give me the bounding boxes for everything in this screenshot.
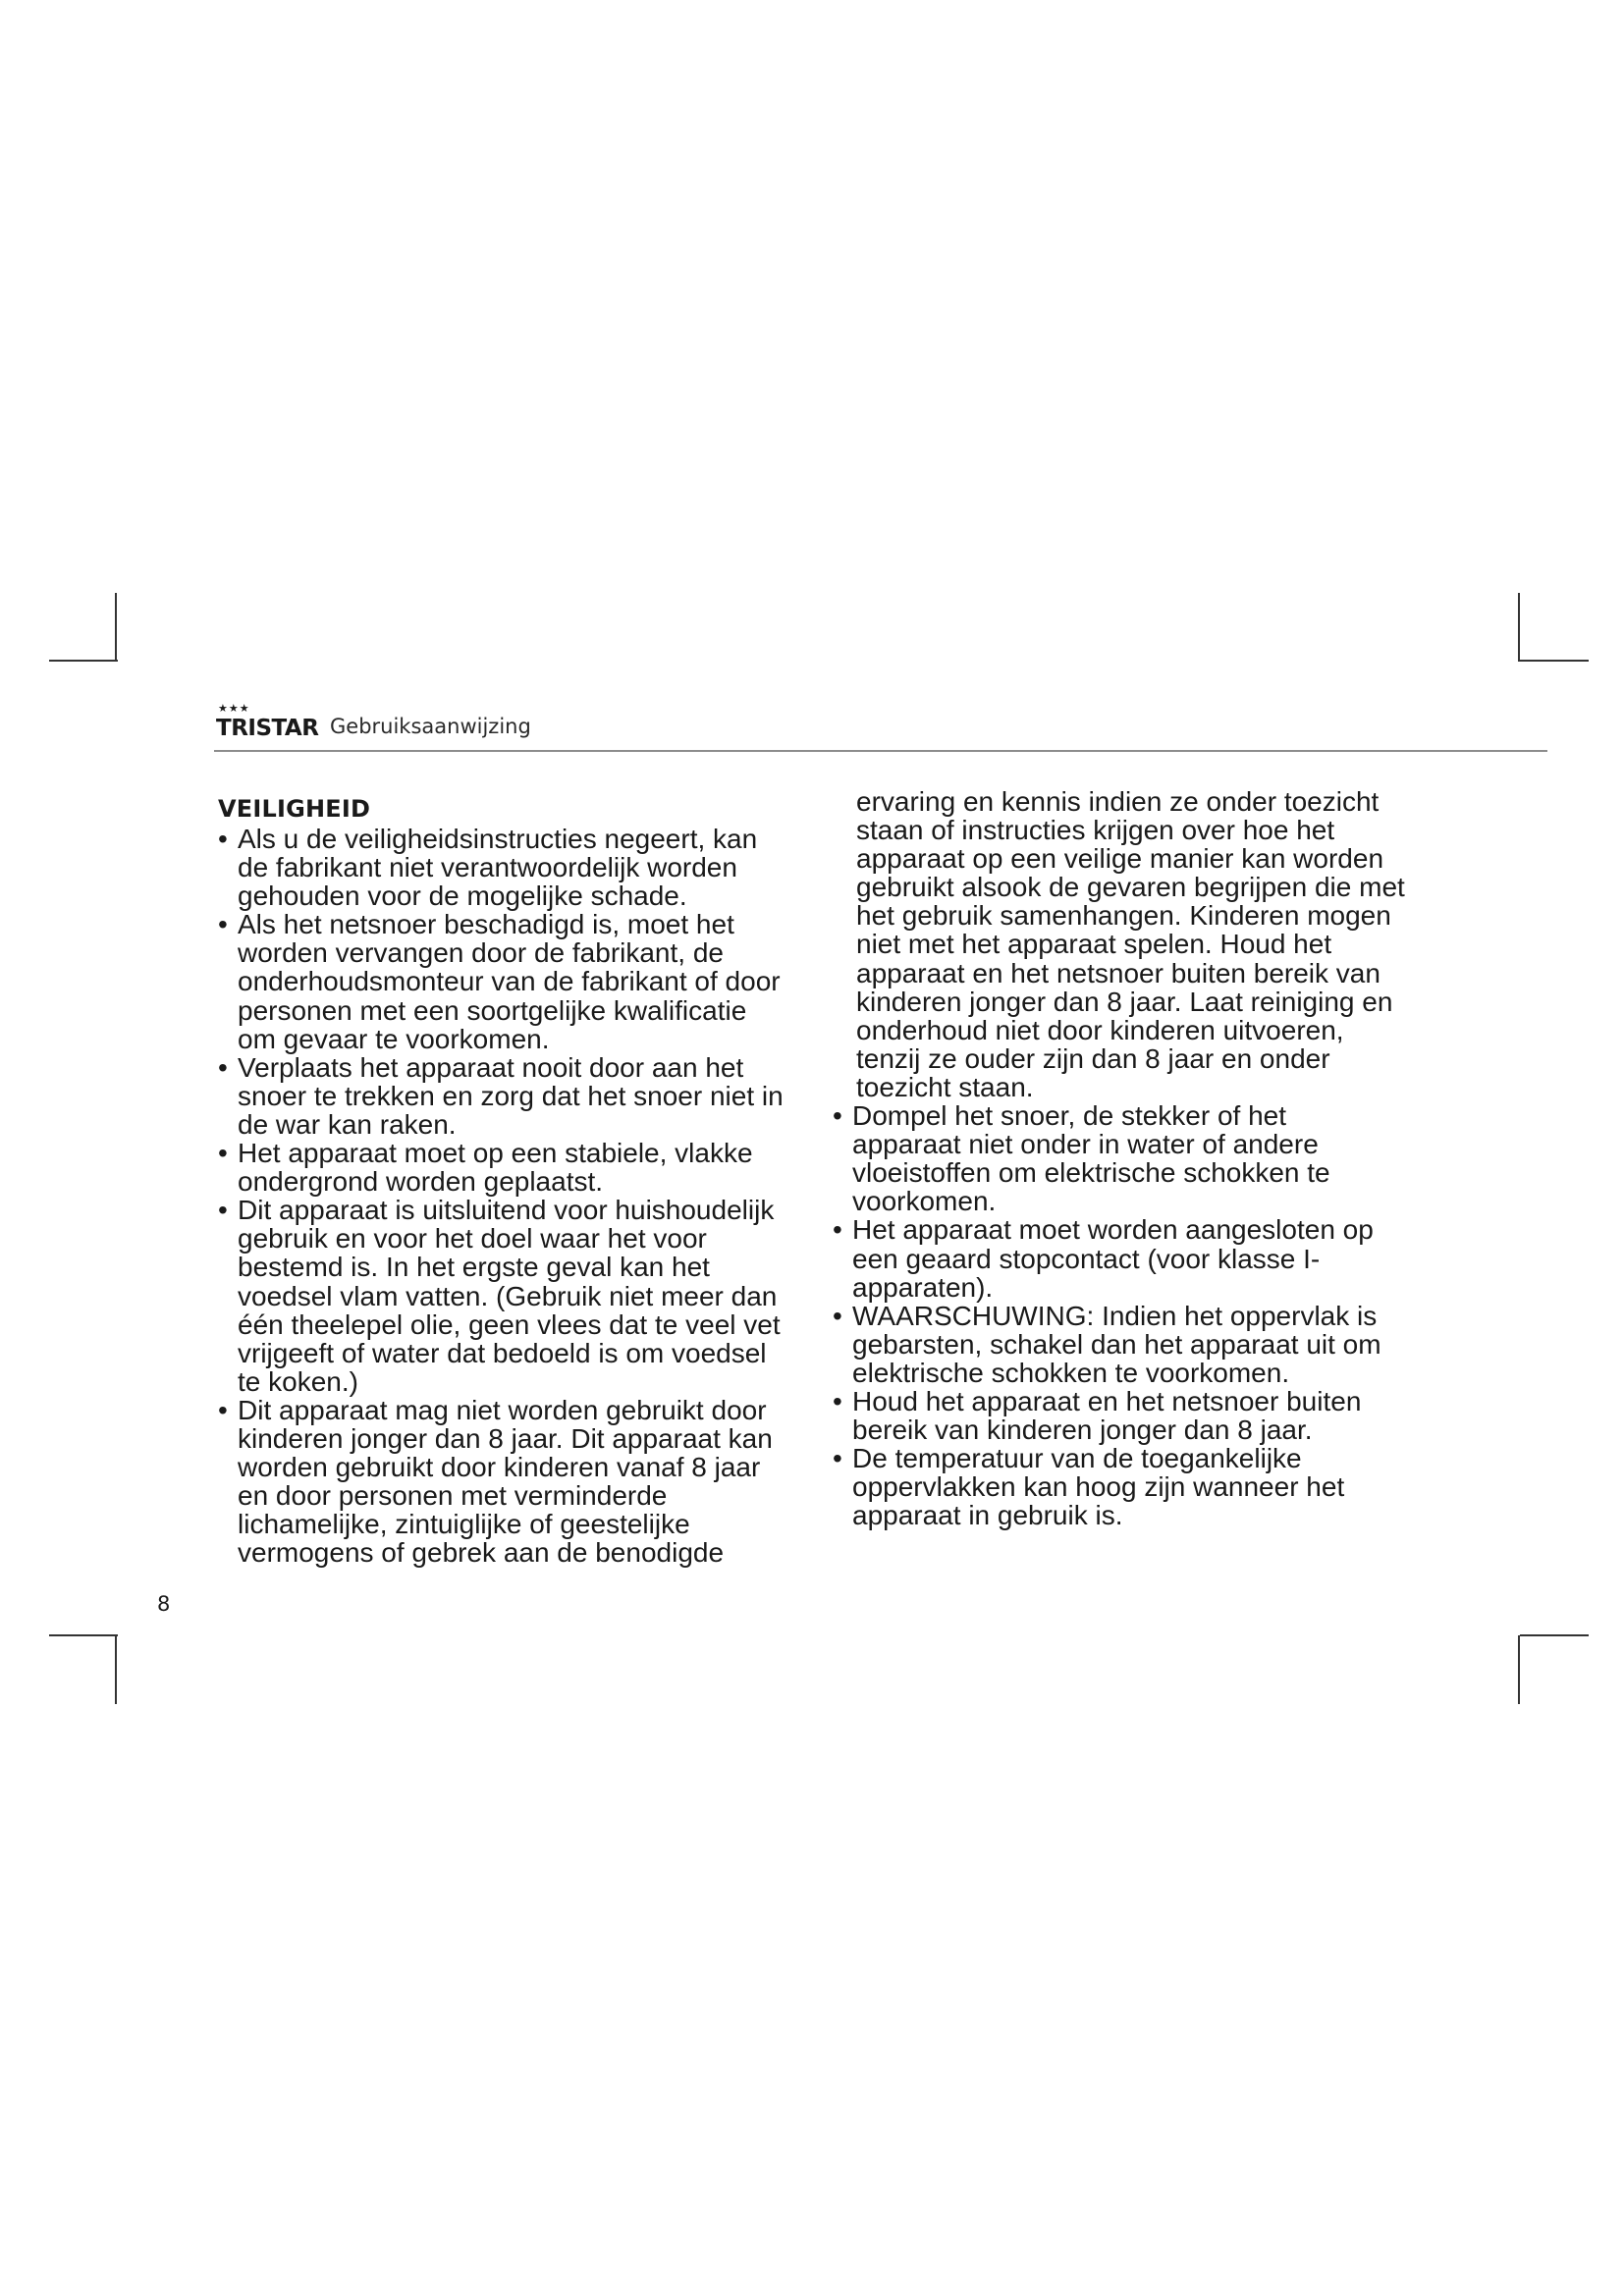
list-item-line: apparaat in gebruik is. bbox=[852, 1500, 1123, 1531]
list-item-line: te koken.) bbox=[238, 1365, 358, 1397]
list-item-line: voedsel vlam vatten. (Gebruik niet meer dan bbox=[238, 1280, 778, 1311]
list-item-line: snoer te trekken en zorg dat het snoer niet in bbox=[238, 1080, 784, 1111]
list-item-line: lichamelijke, zintuiglijke of geestelijke bbox=[238, 1509, 690, 1540]
paragraph-line: staan of instructies krijgen over hoe het bbox=[856, 815, 1335, 846]
list-item bbox=[833, 1302, 1432, 1387]
list-item-line: de war kan raken. bbox=[238, 1108, 457, 1140]
list-item-line: • WAARSCHUWING: Indien het oppervlak is bbox=[852, 1300, 1378, 1331]
continued-paragraph bbox=[833, 787, 1432, 1101]
list-item-line: ondergrond worden geplaatst. bbox=[238, 1166, 604, 1198]
list-item-line: apparaten). bbox=[852, 1271, 994, 1303]
list-item-line: elektrische schokken te voorkomen. bbox=[852, 1357, 1290, 1388]
list-item-line: • Het apparaat moet op een stabiele, vlakke bbox=[238, 1138, 753, 1169]
list-item-line: • Dit apparaat is uitsluitend voor huishoudelijk bbox=[238, 1195, 775, 1226]
paragraph-line: gebruikt alsook de gevaren begrijpen die met bbox=[856, 872, 1405, 903]
list-item-line: om gevaar te voorkomen. bbox=[238, 1023, 550, 1054]
paragraph-line: ervaring en kennis indien ze onder toezicht bbox=[856, 786, 1380, 817]
paragraph-line: tenzij ze ouder zijn dan 8 jaar en onder bbox=[856, 1042, 1330, 1074]
left-column bbox=[218, 795, 827, 1567]
list-item-line: voorkomen. bbox=[852, 1186, 997, 1217]
section-heading: VEILIGHEID bbox=[218, 795, 371, 823]
list-item-line: bereik van kinderen jonger dan 8 jaar. bbox=[852, 1415, 1313, 1446]
list-item-line: • Als het netsnoer beschadigd is, moet het bbox=[238, 909, 734, 940]
paragraph-line: het gebruik samenhangen. Kinderen mogen bbox=[856, 900, 1391, 932]
list-item bbox=[833, 1444, 1432, 1529]
list-item bbox=[833, 1215, 1432, 1301]
list-item-line: kinderen jonger dan 8 jaar. Dit apparaat kan bbox=[238, 1422, 773, 1454]
list-item-line: apparaat niet onder in water of andere bbox=[852, 1129, 1319, 1160]
list-item bbox=[833, 1387, 1432, 1444]
list-item-line: • Houd het apparaat en het netsnoer buiten bbox=[852, 1385, 1362, 1416]
paragraph-line: onderhoud niet door kinderen uitvoeren, bbox=[856, 1014, 1344, 1045]
list-item-line: worden gebruikt door kinderen vanaf 8 jaar bbox=[238, 1452, 761, 1483]
list-item-line: een geaard stopcontact (voor klasse I- bbox=[852, 1243, 1321, 1274]
list-item bbox=[218, 1139, 827, 1196]
paragraph-line: toezicht staan. bbox=[856, 1071, 1034, 1102]
list-item bbox=[218, 1396, 827, 1568]
list-item-line: • Dompel het snoer, de stekker of het bbox=[852, 1100, 1287, 1132]
list-item-line: worden vervangen door de fabrikant, de bbox=[238, 937, 724, 969]
paragraph-line: apparaat en het netsnoer buiten bereik van bbox=[856, 957, 1380, 988]
list-item-line: • Dit apparaat mag niet worden gebruikt door bbox=[238, 1394, 767, 1425]
list-item bbox=[218, 1196, 827, 1396]
list-item bbox=[833, 1101, 1432, 1215]
list-item-line: gebarsten, schakel dan het apparaat uit om bbox=[852, 1328, 1381, 1360]
brand-name: TRISTAR bbox=[216, 716, 319, 741]
list-item-line: de fabrikant niet verantwoordelijk worden bbox=[238, 852, 737, 883]
list-item bbox=[218, 1053, 827, 1139]
list-item-line: gebruik en voor het doel waar het voor bbox=[238, 1223, 707, 1255]
safety-list-right bbox=[833, 1101, 1432, 1529]
paragraph-line: niet met het apparaat spelen. Houd het bbox=[856, 929, 1332, 960]
list-item-line: één theelepel olie, geen vlees dat te veel vet bbox=[238, 1308, 781, 1340]
list-item-line: • Als u de veiligheidsinstructies negeert, kan bbox=[238, 824, 758, 854]
list-item-line: gehouden voor de mogelijke schade. bbox=[238, 881, 687, 912]
page-header bbox=[214, 699, 1547, 752]
list-item-line: personen met een soortgelijke kwalificatie bbox=[238, 994, 747, 1026]
paragraph-line: kinderen jonger dan 8 jaar. Laat reiniging en bbox=[856, 986, 1393, 1017]
list-item-line: vermogens of gebrek aan de benodigde bbox=[238, 1537, 725, 1569]
list-item-line: • De temperatuur van de toegankelijke bbox=[852, 1443, 1302, 1474]
list-item bbox=[218, 825, 827, 910]
list-item-line: vrijgeeft of water dat bedoeld is om voedsel bbox=[238, 1337, 767, 1368]
list-item-line: bestemd is. In het ergste geval kan het bbox=[238, 1252, 710, 1283]
list-item-line: onderhoudsmonteur van de fabrikant of door bbox=[238, 966, 781, 997]
list-item bbox=[218, 910, 827, 1052]
paragraph-line: apparaat op een veilige manier kan worden bbox=[856, 843, 1384, 875]
safety-list-left bbox=[218, 825, 827, 1567]
logo-stars-icon: ★★★ bbox=[218, 703, 250, 715]
list-item-line: oppervlakken kan hoog zijn wanneer het bbox=[852, 1471, 1345, 1503]
list-item-line: • Het apparaat moet worden aangesloten op bbox=[852, 1214, 1374, 1246]
tristar-logo bbox=[216, 703, 324, 746]
manual-title: Gebruiksaanwijzing bbox=[330, 715, 531, 738]
page-number: 8 bbox=[157, 1592, 171, 1616]
right-column bbox=[833, 787, 1432, 1529]
list-item-line: en door personen met verminderde bbox=[238, 1480, 668, 1512]
list-item-line: • Verplaats het apparaat nooit door aan het bbox=[238, 1051, 744, 1083]
list-item-line: vloeistoffen om elektrische schokken te bbox=[852, 1157, 1330, 1189]
